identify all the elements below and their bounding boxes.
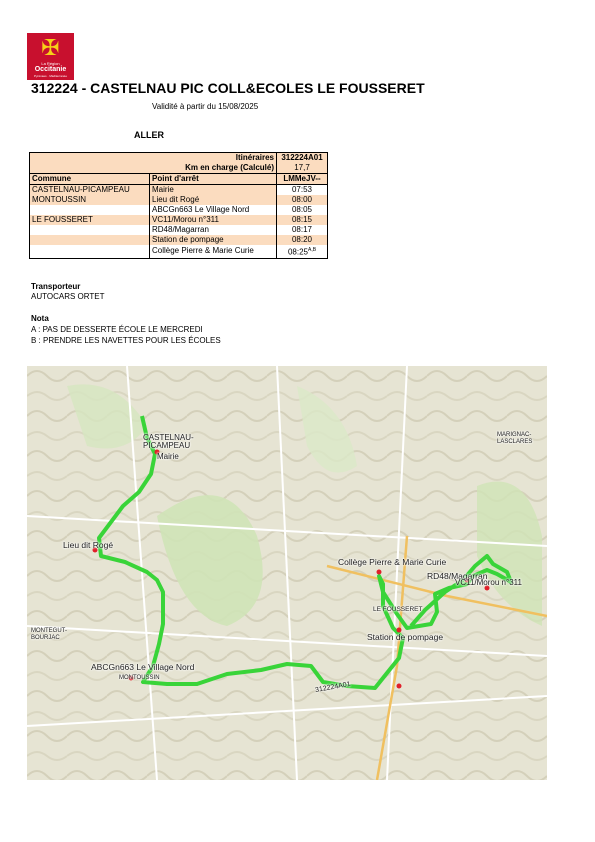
marignac-line2: LASCLARES (497, 439, 533, 445)
col-stop: Point d'arrêt (150, 174, 277, 185)
montegut-line2: BOURJAC (31, 635, 60, 641)
notes-label: Nota (31, 314, 49, 323)
schedule-table (29, 152, 328, 259)
km-label: Km en charge (Calculé) (150, 163, 277, 174)
transporter-label: Transporteur (31, 282, 81, 291)
table-row: RD48/Magarran 08:17 (30, 225, 328, 235)
km-row (30, 163, 328, 174)
table-row: Station de pompage 08:20 (30, 235, 328, 245)
page-title: 312224 - CASTELNAU PIC COLL&ECOLES LE FOUSSERET (31, 80, 425, 96)
logo-line3: Pyrénées · Méditerranée (33, 74, 68, 78)
map-label-pompage: Station de pompage (367, 632, 444, 642)
map-label-montoussin: MONTOUSSIN (119, 675, 160, 681)
map-label-castelnau (143, 434, 194, 450)
map-label-route-code: 312224A01 (314, 680, 352, 695)
stop-south[interactable] (397, 684, 402, 689)
table-row: CASTELNAU-PICAMPEAU Mairie 07:53 (30, 185, 328, 196)
castelnau-line2: PICAMPEAU (143, 441, 191, 450)
table-row: MONTOUSSIN Lieu dit Rogé 08:00 (30, 195, 328, 205)
map-label-college: Collège Pierre & Marie Curie (338, 557, 447, 567)
itineraries-label: Itinéraires (150, 153, 277, 164)
direction-label: ALLER (134, 130, 164, 140)
transporter-name: AUTOCARS ORTET (31, 292, 105, 301)
map-label-mairie: Mairie (157, 452, 179, 461)
map-label-fousseret: LE FOUSSERET (373, 606, 423, 613)
map-label-village-nord: ABCGn663 Le Village Nord (91, 662, 195, 672)
occitan-cross-icon: ✠ (41, 36, 60, 61)
itineraries-row (30, 153, 328, 164)
montegut-line1: MONTEGUT- (31, 628, 67, 634)
km-value: 17,7 (277, 163, 328, 174)
region-logo (27, 33, 74, 80)
note-b: B : PRENDRE LES NAVETTES POUR LES ÉCOLES (31, 336, 221, 345)
map-label-roge: Lieu dit Rogé (63, 540, 114, 550)
map-label-marignac (497, 432, 532, 446)
table-row: ABCGn663 Le Village Nord 08:05 (30, 205, 328, 215)
route-map[interactable] (27, 366, 547, 780)
time-note: A,B (307, 247, 317, 253)
table-row: Collège Pierre & Marie Curie $08:25^{A,B}$ (30, 245, 328, 258)
note-a: A : PAS DE DESSERTE ÉCOLE LE MERCREDI (31, 325, 203, 334)
time-value: 08:25 (287, 247, 308, 257)
itineraries-value: 312224A01 (277, 153, 328, 164)
stop-college[interactable] (377, 570, 382, 575)
table-row: LE FOUSSERET VC11/Morou n°311 08:15 (30, 215, 328, 225)
map-label-montegut (31, 628, 67, 642)
logo-line2: Occitanie (34, 66, 67, 73)
map-label-morou: VC11/Morou n°311 (455, 578, 522, 587)
column-header-row (30, 174, 328, 185)
logo-line1: La Région (41, 61, 60, 66)
validity-date: Validité à partir du 15/08/2025 (152, 102, 259, 111)
castelnau-line1: CASTELNAU- (143, 433, 194, 442)
col-days: LMMeJV-- (277, 174, 328, 185)
col-commune: Commune (30, 174, 150, 185)
marignac-line1: MARIGNAC- (497, 432, 532, 438)
map-label-magarran: RD48/Magarran (427, 571, 488, 581)
